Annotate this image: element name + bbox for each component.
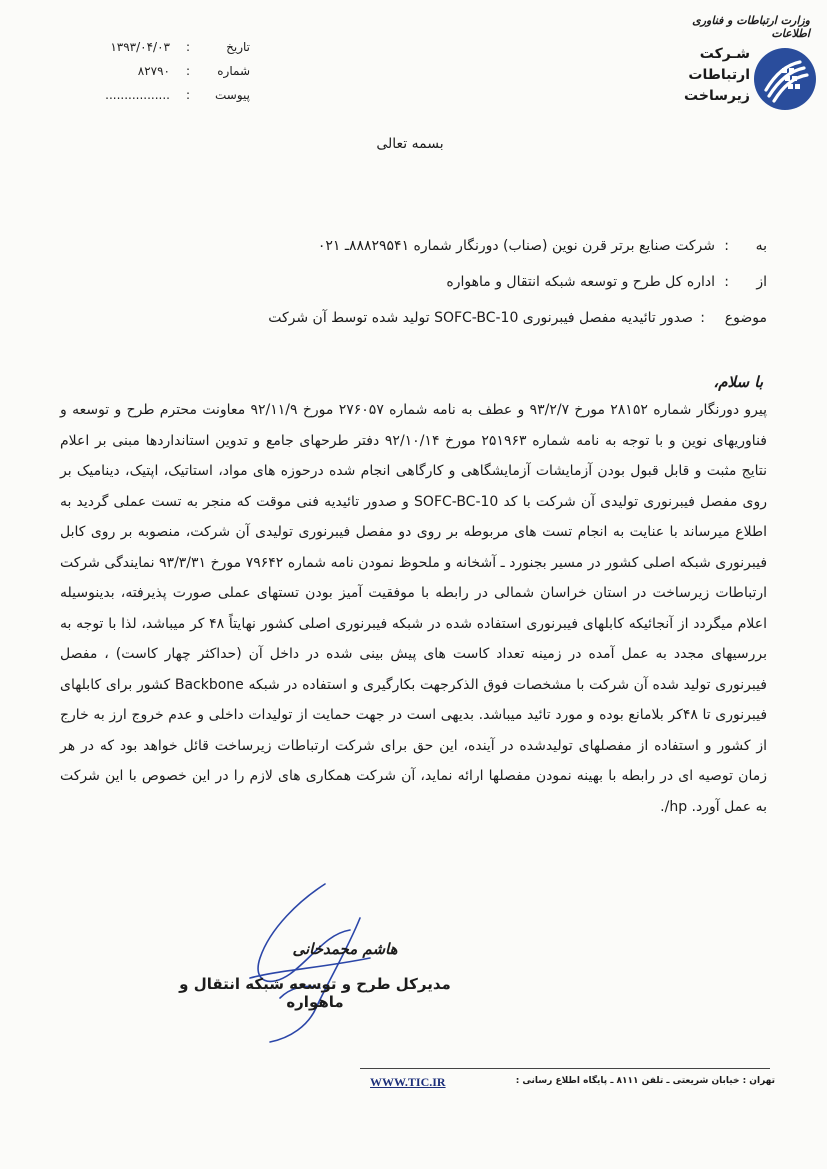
attachment-label: پیوست xyxy=(215,88,250,102)
to-value: شرکت صنایع برتر قرن نوین (صناب) دورنگار شماره ۸۸۸۲۹۵۴۱ـ ۰۲۱ xyxy=(317,238,715,254)
company-line: شـرکت xyxy=(699,46,750,62)
to-row: به : شرکت صنایع برتر قرن نوین (صناب) دورنگار شماره ۸۸۸۲۹۵۴۱ـ ۰۲۱ xyxy=(317,238,767,254)
date-label: تاریخ xyxy=(226,40,250,54)
signature-scribble xyxy=(230,878,390,1048)
tic-logo-icon xyxy=(752,46,818,112)
ministry-name: وزارت ارتباطات و فناوری اطلاعات xyxy=(692,14,810,40)
date-value: ۱۳۹۳/۰۴/۰۳ xyxy=(110,40,170,54)
from-row: از : اداره کل طرح و توسعه شبکه انتقال و ماهواره xyxy=(446,274,767,290)
signer-title: مدیرکل طرح و توسعه شبکه انتقال و ماهواره xyxy=(179,975,451,1011)
attachment-value: ................. xyxy=(105,88,170,102)
number-value: ۸۲۷۹۰ xyxy=(137,64,170,78)
subject-row: موضوع : صدور تائیدیه مفصل فیبرنوری SOFC-BC-10 تولید شده توسط آن شرکت xyxy=(268,310,767,326)
body-paragraph: پیرو دورنگار شماره ۲۸۱۵۲ مورخ ۹۳/۲/۷ و عطف به نامه شماره ۲۷۶۰۵۷ مورخ ۹۲/۱۱/۹ معاونت محترم طرح و توسعه و فناوریهای نوین و با توجه به نامه شماره ۲۵۱۹۶۳ مورخ ۹۲/۱۰/۱۴ دفتر طرحهای جامع و تدوین استانداردها مبنی بر اعلام نتایج مثبت و قابل قبول بودن آزمایشات آزمایشگاهی و کارگاهی انجام شده درحوزه های مواد، استاتیک، اپتیک، دینامیک بر روی مفصل فیبرنوری تولیدی آن شرکت با کد SOFC-BC-10 و صدور تائیدیه فنی موقت که منجر به تست عملی گردید به اطلاع میرساند با عنایت به انجام تست های مربوطه بر روی دو مفصل فیبرنوری تولیدی آن شرکت، منصوبه بر روی کابل فیبرنوری شبکه اصلی کشور در مسیر بجنورد ـ آشخانه و ملحوظ نمودن نامه شماره ۷۹۶۴۲ مورخ ۹۳/۳/۳۱ نمایندگی شرکت ارتباطات زیرساخت در استان خراسان شمالی در رابطه با موفقیت آمیز بودن تستهای عملی صورت پذیرفته، بدینوسیله اعلام میگردد از آنجائیکه کابلهای فیبرنوری استفاده شده در شبکه فیبرنوری اصلی کشور نهایتاً ۴۸ کر میباشد، لذا با توجه به بررسیهای مجدد به عمل آمده در زمینه تعداد کاست های پیش بینی شده در داخل آن (حداکثر چهار کاست) ، مفصل فیبرنوری تولید شده آن شرکت با مشخصات فوق الذکرجهت بکارگیری و استفاده در شبکه Backbone کشور برای کابلهای فیبرنوری تا ۴۸کر بلامانع بوده و مورد تائید میباشد. بدیهی است در جهت حمایت از تولیدات داخلی و عدم خروج ارز به خارج از کشور و استفاده از مفصلهای تولیدشده در آینده، این حق برای شرکت ارتباطات زیرساخت قائل خواهد بود که در هر زمان توصیه ای در رابطه با بهینه نمودن مفصلها ارائه نماید، آن شرکت همکاری های لازم را در این خصوص با این شرکت به عمل آورد. hp/. xyxy=(60,402,768,815)
footer-divider xyxy=(360,1068,770,1069)
attachment-row: پیوست : ................. xyxy=(105,88,250,102)
to-label: به xyxy=(755,238,767,254)
letter-body xyxy=(60,395,767,822)
from-value: اداره کل طرح و توسعه شبکه انتقال و ماهواره xyxy=(446,274,715,290)
salutation: با سلام، xyxy=(713,373,763,391)
subject-label: موضوع xyxy=(724,310,767,326)
footer-address: تهران : خیابان شریعتی ـ تلفن ۸۱۱۱ ـ پایگاه اطلاع رسانی : xyxy=(515,1076,775,1086)
number-row: شماره : ۸۲۷۹۰ xyxy=(137,64,250,78)
subject-value: صدور تائیدیه مفصل فیبرنوری SOFC-BC-10 تولید شده توسط آن شرکت xyxy=(268,310,693,326)
company-name xyxy=(668,44,750,107)
company-line: زیرساخت xyxy=(684,88,750,104)
company-line: ارتباطات xyxy=(688,67,750,83)
from-label: از xyxy=(756,274,767,290)
footer-website-link[interactable]: WWW.TIC.IR xyxy=(370,1075,446,1089)
bismillah-heading: بسمه تعالی xyxy=(376,136,444,152)
number-label: شماره xyxy=(217,64,250,78)
date-row: تاریخ : ۱۳۹۳/۰۴/۰۳ xyxy=(110,40,250,54)
signer-name: هاشم محمدخانی xyxy=(292,940,398,958)
